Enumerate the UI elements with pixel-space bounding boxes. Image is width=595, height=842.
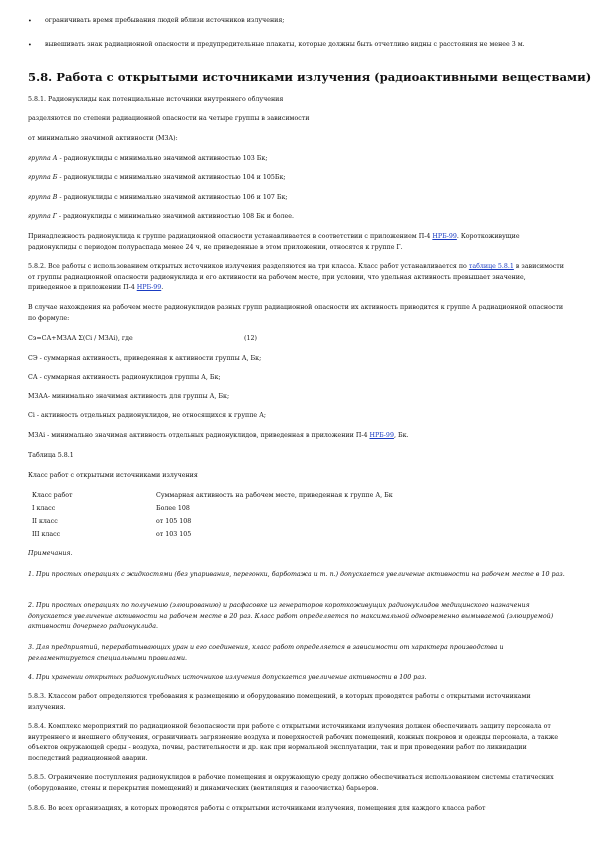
formula-number: (12) (244, 335, 257, 342)
table-caption: Таблица 5.8.1 (28, 452, 74, 459)
note-item: 2. При простых операциях по получению (элюированию) и расфасовке из генераторов короткоживущих радионуклидов медицинского назначения допускается увеличение активности на рабочем месте в 20 раз. Класс работ определяется по максимальной одновременно вымываемой (элюируемой) активности дочернего радионуклида. (28, 602, 554, 630)
bullet-marker: • (28, 18, 32, 25)
group-name: группа А (28, 155, 58, 162)
group-line (28, 212, 568, 223)
bullet-marker: • (28, 42, 32, 49)
paragraph-mixed-groups: В случае нахождения на рабочем месте радионуклидов разных групп радиационной опасности их активность приводится к группе А радиационной опасности по формуле: (28, 304, 564, 322)
group-text: - радионуклиды с минимально значимой активностью 108 Бк и более. (56, 213, 294, 220)
section-heading: 5.8. Работа с открытыми источниками излучения (радиоактивными веществами) (28, 70, 592, 84)
paragraph-5-8-3: 5.8.3. Классом работ определяются требования к размещению и оборудованию помещений, в которых проводятся работы с открытыми источниками излучения. (28, 693, 531, 711)
group-line (28, 173, 568, 184)
group-name: группа Б (28, 174, 58, 181)
table-cell: Более 108 (156, 505, 190, 512)
formula-line (28, 334, 568, 345)
bullet-item: ограничивать время пребывания людей вблизи источников излучения; (45, 17, 285, 24)
table-header-cell: Класс работ (32, 492, 73, 499)
note-item: 1. При простых операциях с жидкостями (без упаривания, перегонки, барботажа и т. п.) допускается увеличение активности на рабочем месте в 10 раз. (28, 571, 565, 578)
table-cell: II класс (32, 518, 58, 525)
group-name: группа Г (28, 213, 57, 220)
bullet-item: вывешивать знак радиационной опасности и предупредительные плакаты, которые должны быть отчетливо видны с расстояния не менее 3 м. (45, 41, 525, 48)
nrb-99-link[interactable]: НРБ-99 (432, 233, 457, 240)
group-name: группа В (28, 194, 58, 201)
paragraph-5-8-1-cont: разделяются по степени радиационной опасности на четыре группы в зависимости (28, 115, 310, 122)
notes-title: Примечания. (28, 550, 73, 557)
paragraph-5-8-1: 5.8.1. Радионуклиды как потенциальные источники внутреннего облучения (28, 96, 284, 103)
paragraph-5-8-5: 5.8.5. Ограничение поступления радионуклидов в рабочие помещения и окружающую среду должно обеспечиваться использованием системы статических (оборудование, стены и перекрытия помещений) и динамических (вентиляция и газоочистка) барьеров. (28, 774, 554, 792)
definition: СЭ - суммарная активность, приведенная к активности группы А, Бк; (28, 355, 262, 362)
definition: СА - суммарная активность радионуклидов группы А, Бк; (28, 374, 221, 381)
note-item: 4. При хранении открытых радионуклидных источников излучения допускается увеличение активности в 100 раз. (28, 674, 427, 681)
note-item: 3. Для предприятий, перерабатывающих уран и его соединения, класс работ определяется в зависимости от характера производства и регламентируется специальными правилами. (28, 644, 504, 662)
paragraph-5-8-4: 5.8.4. Комплекс мероприятий по радиационной безопасности при работе с открытыми источниками излучения должен обеспечивать защиту персонала от внутреннего и внешнего облучения, ограничивать загрязнение воздуха и поверхностей рабочих помещений, кожных покровов и одежды персонала, а также объектов окружающей среды - воздуха, почвы, растительности и др. как при нормальной эксплуатации, так и при проведении работ по ликвидации последствий радиационной аварии. (28, 723, 559, 762)
formula: Сэ=СА+МЗАА Σ(Сi / МЗАi), где (28, 335, 133, 342)
group-text: - радионуклиды с минимально значимой активностью 103 Бк; (57, 155, 268, 162)
group-line (28, 154, 568, 165)
table-cell: от 103 105 (156, 531, 192, 538)
paragraph-5-8-2: 5.8.2. Все работы с использованием открытых источников излучения разделяются на три класса. Класс работ устанавливается по таблице 5.8.1 в зависимости от группы радиационной опасности радионуклида и его активности на рабочем месте, при условии, что удельная активность превышает значение, приведенное в приложении П-4 НРБ-99. (28, 263, 564, 291)
paragraph-5-8-1-cont: от минимально значимой активности (МЗА): (28, 135, 178, 142)
nrb-99-link[interactable]: НРБ-99 (136, 284, 162, 291)
table-cell: I класс (32, 505, 56, 512)
definition: Ci - активность отдельных радионуклидов, не относящихся к группе А; (28, 412, 267, 419)
group-text: - радионуклиды с минимально значимой активностью 104 и 105Бк; (57, 174, 286, 181)
table-cell: III класс (32, 531, 61, 538)
nrb-99-link[interactable]: НРБ-99 (369, 432, 394, 439)
paragraph-groups: Принадлежность радионуклида к группе радиационной опасности устанавливается в соответствии с приложением П-4 НРБ-99. Короткоживущие радионуклиды с периодом полураспада менее 24 ч, не приведенные в этом приложении, относятся к группе Г. (28, 233, 520, 251)
definition: МЗАА- минимально значимая активность для группы А, Бк; (28, 393, 230, 400)
group-line (28, 193, 568, 204)
table-header-cell: Суммарная активность на рабочем месте, приведенная к группе А, Бк (156, 492, 393, 499)
definition: МЗАi - минимально значимая активность отдельных радионуклидов, приведенная в приложении П-4 НРБ-99, Бк. (28, 432, 409, 439)
table-title: Класс работ с открытыми источниками излучения (28, 472, 198, 479)
paragraph-5-8-6: 5.8.6. Во всех организациях, в которых проводятся работы с открытыми источниками излучения, помещения для каждого класса работ (28, 805, 486, 812)
table-cell: от 105 108 (156, 518, 192, 525)
group-text: - радионуклиды с минимально значимой активностью 106 и 107 Бк; (57, 194, 288, 201)
table-5-8-1-link[interactable]: таблице 5.8.1 (468, 263, 514, 270)
